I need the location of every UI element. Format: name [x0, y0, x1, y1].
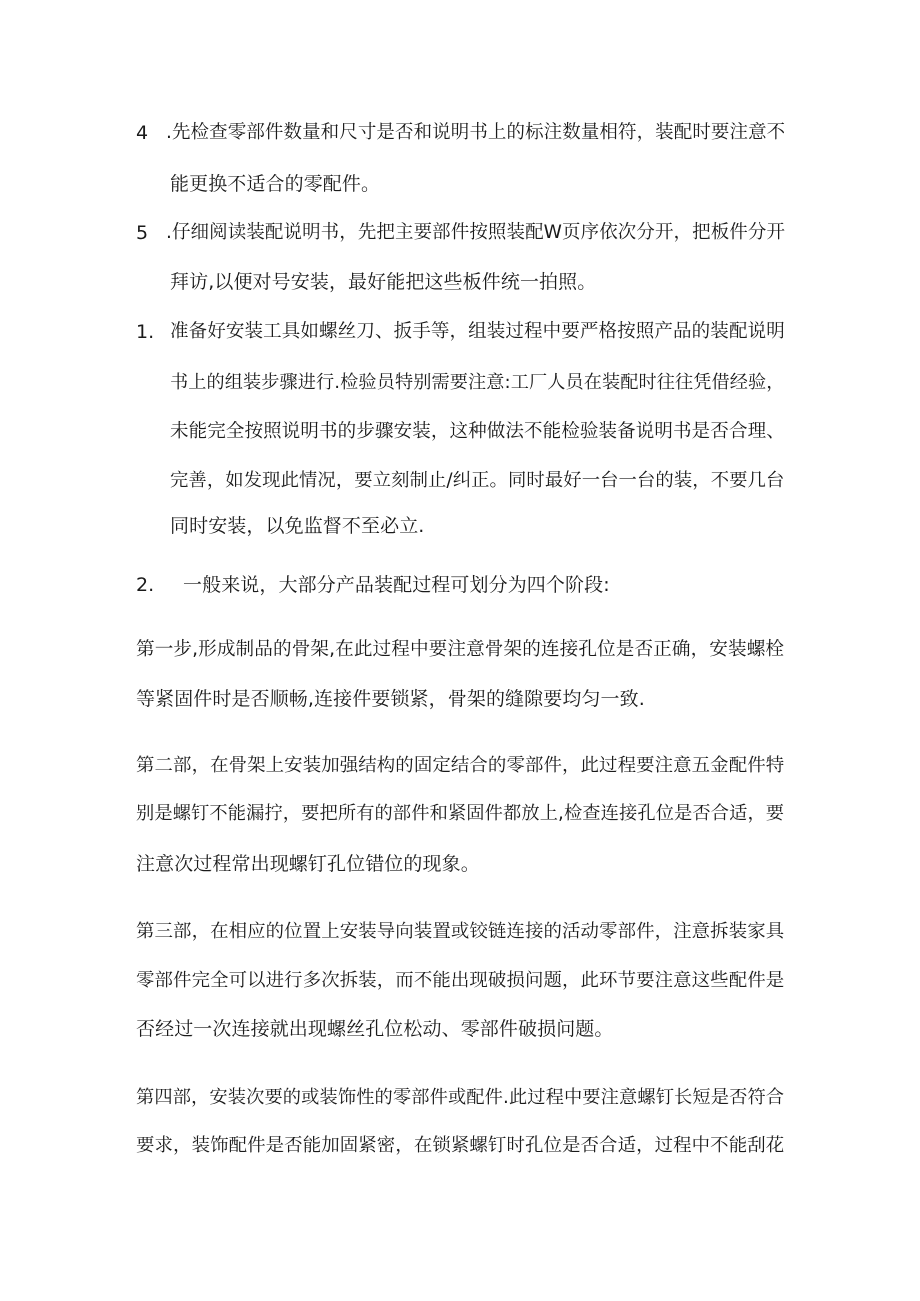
paragraph-line: 第一步,形成制品的骨架,在此过程中要注意骨架的连接孔位是否正确，安装螺栓 [136, 639, 785, 660]
paragraph-line: 零部件完全可以进行多次拆装，而不能出现破损问题，此环节要注意这些配件是 [136, 970, 785, 991]
list-item-line: .仔细阅读装配说明书，先把主要部件按照装配W页序依次分开，把板件分开 [166, 222, 786, 243]
paragraph-line: 要求，装饰配件是否能加固紧密，在锁紧螺钉时孔位是否合适，过程中不能刮花 [136, 1135, 785, 1156]
list-item-line: 未能完全按照说明书的步骤安装，这种做法不能检验装备说明书是否合理、 [170, 421, 785, 442]
list-item-line: 能更换不适合的零配件。 [170, 173, 381, 195]
paragraph-line: 第三部，在相应的位置上安装导向装置或铰链连接的活动零部件，注意拆装家具 [136, 921, 785, 942]
list-item-line: 拜访,以便对号安装，最好能把这些板件统一拍照。 [170, 271, 597, 293]
list-item-line: 准备好安装工具如螺丝刀、扳手等，组装过程中要严格按照产品的装配说明 [170, 321, 785, 342]
paragraph-line: 等紧固件时是否顺畅,连接件要锁紧，骨架的缝隙要均匀一致. [136, 688, 645, 710]
paragraph-line: 否经过一次连接就出现螺丝孔位松动、零部件破损问题。 [136, 1018, 614, 1040]
paragraph-line: 注意次过程常出现螺钉孔位错位的现象。 [136, 853, 480, 875]
list-item-line: 一般来说，大部分产品装配过程可划分为四个阶段: [183, 574, 610, 596]
paragraph-line: 第四部，安装次要的或装饰性的零部件或配件.此过程中要注意螺钉长短是否符合 [136, 1087, 785, 1108]
list-item-line: 完善，如发现此情况，要立刻制止/纠正。同时最好一台一台的装，不要几台 [170, 470, 785, 491]
list-number: 1. [136, 321, 155, 343]
paragraph-line: 别是螺钉不能漏拧，要把所有的部件和紧固件都放上,检查连接孔位是否合适，要 [136, 803, 785, 824]
list-number: 2. [136, 574, 155, 596]
list-item-line: 书上的组装步骤进行.检验员特别需要注意:工厂人员在装配时往往凭借经验， [170, 372, 785, 393]
list-number: 4 [136, 122, 149, 144]
list-item-line: .先检查零部件数量和尺寸是否和说明书上的标注数量相符，装配时要注意不 [166, 122, 786, 143]
list-number: 5 [136, 222, 149, 244]
paragraph-line: 第二部，在骨架上安装加强结构的固定结合的零部件，此过程要注意五金配件特 [136, 755, 785, 776]
list-item-line: 同时安装，以免监督不至必立. [170, 515, 425, 537]
